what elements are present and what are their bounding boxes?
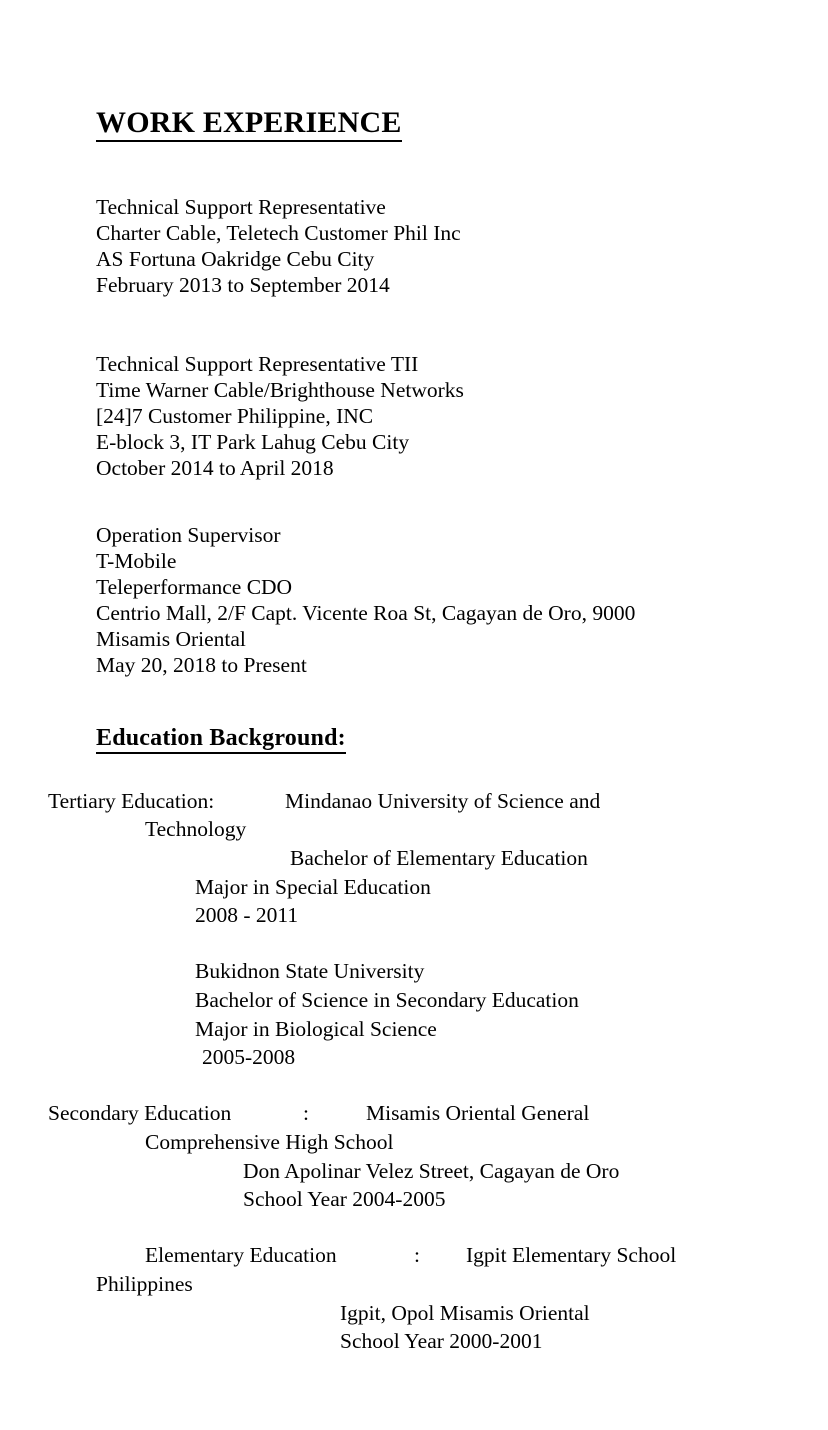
job-account: Time Warner Cable/Brighthouse Networks — [96, 378, 464, 402]
secondary-address: Don Apolinar Velez Street, Cagayan de Oro — [243, 1159, 620, 1183]
elementary-country: Philippines — [96, 1272, 193, 1296]
elementary-school-year: School Year 2000-2001 — [340, 1329, 543, 1353]
elementary-separator-colon: : — [414, 1243, 420, 1267]
education-background-heading — [96, 725, 346, 754]
elementary-school: Igpit Elementary School — [466, 1243, 677, 1267]
job-title: Technical Support Representative — [96, 195, 386, 219]
secondary-separator-colon: : — [303, 1101, 309, 1125]
job-address: AS Fortuna Oakridge Cebu City — [96, 247, 375, 271]
elementary-education-label: Elementary Education — [145, 1243, 337, 1267]
job-address-line-2: Misamis Oriental — [96, 627, 246, 651]
tertiary-school-line-2: Technology — [145, 817, 247, 841]
bukidnon-degree: Bachelor of Science in Secondary Education — [195, 988, 579, 1012]
bukidnon-major: Major in Biological Science — [195, 1017, 437, 1041]
job-dates: February 2013 to September 2014 — [96, 273, 390, 297]
elementary-address: Igpit, Opol Misamis Oriental — [340, 1301, 590, 1325]
job-address: E-block 3, IT Park Lahug Cebu City — [96, 430, 410, 454]
tertiary-years: 2008 - 2011 — [195, 903, 299, 927]
tertiary-school-line-1: Mindanao University of Science and — [285, 789, 601, 813]
tertiary-education-label: Tertiary Education: — [48, 789, 215, 813]
job-title: Technical Support Representative TII — [96, 352, 419, 376]
bukidnon-school: Bukidnon State University — [195, 959, 425, 983]
job-dates: May 20, 2018 to Present — [96, 653, 307, 677]
job-company: Teleperformance CDO — [96, 575, 293, 599]
job-dates: October 2014 to April 2018 — [96, 456, 334, 480]
job-address-line-1: Centrio Mall, 2/F Capt. Vicente Roa St, Cagayan de Oro, 9000 — [96, 601, 636, 625]
secondary-school-year: School Year 2004-2005 — [243, 1187, 446, 1211]
secondary-school-line-2: Comprehensive High School — [145, 1130, 394, 1154]
secondary-education-label: Secondary Education — [48, 1101, 232, 1125]
job-company: Charter Cable, Teletech Customer Phil Inc — [96, 221, 461, 245]
work-experience-heading-text: WORK EXPERIENCE — [96, 107, 402, 142]
education-background-heading-text: Education Background: — [96, 726, 346, 754]
job-entry-charter-cable — [96, 194, 461, 298]
tertiary-major: Major in Special Education — [195, 875, 431, 899]
job-entry-teleperformance — [96, 522, 635, 678]
tertiary-degree: Bachelor of Elementary Education — [290, 846, 588, 870]
work-experience-heading — [96, 106, 402, 142]
job-entry-time-warner — [96, 351, 464, 481]
job-company: [24]7 Customer Philippine, INC — [96, 404, 374, 428]
bukidnon-years: 2005-2008 — [202, 1045, 296, 1069]
secondary-school-line-1: Misamis Oriental General — [366, 1101, 590, 1125]
job-title: Operation Supervisor — [96, 523, 281, 547]
job-account: T-Mobile — [96, 549, 177, 573]
